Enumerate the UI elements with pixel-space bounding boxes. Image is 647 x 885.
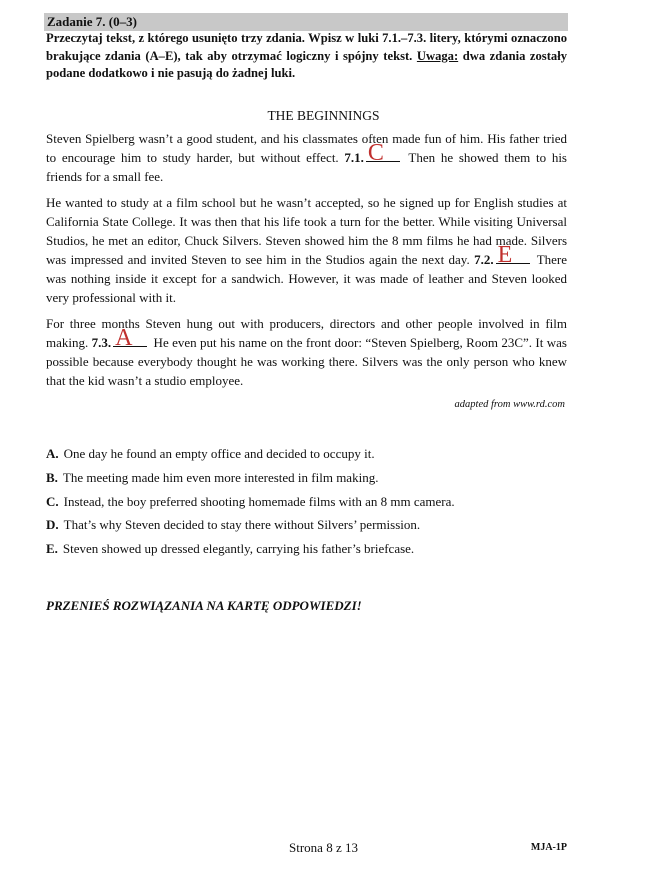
answer-7-1: C	[367, 140, 384, 166]
article-title: THE BEGINNINGS	[267, 108, 380, 123]
note-label: Uwaga:	[416, 48, 459, 63]
option-letter: B.	[46, 470, 58, 485]
option-letter: D.	[46, 517, 59, 532]
option-letter: A.	[46, 446, 59, 461]
task-title: Zadanie 7. (0–3)	[47, 14, 137, 29]
gap-label-7-2: 7.2.	[474, 252, 494, 267]
option-letter: E.	[46, 541, 58, 556]
p2-before: He wanted to study at a film school but he wasn’t accepted, so he signed up for English studies at California State College. It was then that his life took a turn for the better. While visiting Universal Studios, he met an editor, Chuck Silvers. Steven showed him the 8 mm films he had made. Silvers was impressed and invited Steven to see him in the Studios again the next day.	[46, 195, 567, 267]
gap-label-7-3: 7.3.	[91, 335, 112, 350]
option-text: The meeting made him even more interested in film making.	[62, 470, 379, 485]
p1-after: Then he showed them to his friends for a small fee.	[46, 150, 567, 184]
gap-7-2[interactable]	[496, 242, 530, 268]
option-text: Steven showed up dressed elegantly, carrying his father’s briefcase.	[62, 541, 415, 556]
page-number: Strona 8 z 13	[289, 840, 358, 855]
gap-label-7-1: 7.1.	[344, 150, 364, 165]
source-note: adapted from www.rd.com	[454, 399, 565, 410]
transfer-instruction: PRZENIEŚ ROZWIĄZANIA NA KARTĘ ODPOWIEDZI!	[46, 598, 362, 613]
task-instructions	[46, 30, 567, 83]
option-c	[46, 493, 455, 511]
option-text: That’s why Steven decided to stay there without Silvers’ permission.	[63, 517, 421, 532]
option-b	[46, 469, 378, 487]
answer-7-3: A	[115, 325, 133, 351]
instruction-text: Przeczytaj tekst, z którego usunięto trzy zdania. Wpisz w luki 7.1.–7.3. litery, którymi oznaczono brakujące zdania (A–E), tak aby otrzymać logiczny i spójny tekst.	[46, 31, 567, 63]
p1-before: Steven Spielberg wasn’t a good student, and his classmates often made fun of him. His father tried to encourage him to study harder, but without effect.	[46, 131, 567, 165]
p2-after: There was nothing inside it except for a sandwich. However, it was made of leather and Steven looked very professional with it.	[46, 252, 568, 305]
paragraph-2	[46, 193, 567, 307]
note-text: dwa zdania zostały podane dodatkowo i nie pasują do żadnej luki.	[46, 48, 567, 80]
p3-after: He even put his name on the front door: “Steven Spielberg, Room 23C”. It was possible because everybody thought he was working there. Silvers was the only person who knew that the kid wasn’t a studio employee.	[46, 335, 567, 388]
exam-code: MJA-1P	[530, 842, 567, 853]
option-e	[46, 540, 414, 558]
gap-7-3[interactable]	[113, 325, 147, 351]
option-a	[46, 445, 375, 463]
paragraph-1	[46, 129, 567, 186]
answer-7-2: E	[497, 242, 513, 268]
gap-7-1[interactable]	[366, 140, 400, 166]
option-d	[46, 516, 420, 534]
option-text: One day he found an empty office and decided to occupy it.	[63, 446, 375, 461]
option-text: Instead, the boy preferred shooting homemade films with an 8 mm camera.	[63, 494, 455, 509]
p3-before: For three months Steven hung out with producers, directors and other people involved in film making.	[46, 316, 567, 350]
option-letter: C.	[46, 494, 59, 509]
paragraph-3	[46, 314, 567, 390]
